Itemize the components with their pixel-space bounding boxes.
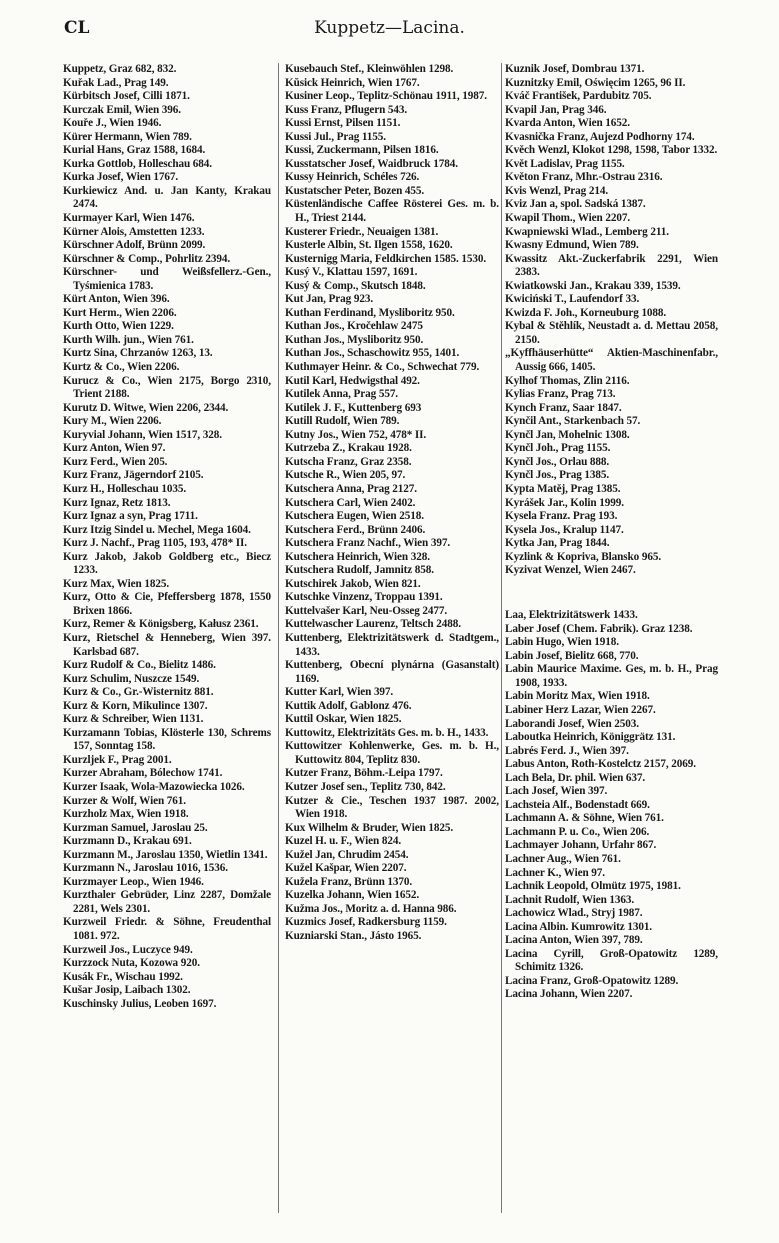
directory-entry: Kurz, Rietschel & Henneberg, Wien 397. Karlsbad 687.	[63, 631, 271, 658]
directory-entry: Květ Ladislav, Prag 1155.	[505, 157, 625, 170]
directory-entry: Lacina Johann, Wien 2207.	[505, 988, 633, 1001]
directory-entry: Kuttenberg, Elektrizitätswerk d. Stadtgem., 1433.	[285, 631, 499, 658]
directory-entry: Kurzmann M., Jaroslau 1350, Wietlin 1341.	[63, 848, 268, 861]
directory-entry: Kuthmayer Heinr. & Co., Schwechat 779.	[285, 361, 480, 374]
directory-entry: Kurz Ferd., Wien 205.	[63, 455, 168, 468]
directory-entry: Kuzniarski Stan., Jásto 1965.	[285, 930, 422, 942]
directory-entry: Kut Jan, Prag 923.	[285, 293, 374, 306]
directory-entry: Kužel Kašpar, Wien 2207.	[285, 862, 407, 875]
directory-entry: Kusterer Friedr., Neuaigen 1381.	[285, 225, 439, 238]
directory-entry: Kurtz Sina, Chrzanów 1263, 13.	[63, 347, 213, 360]
directory-entry: Laborandi Josef, Wien 2503.	[505, 717, 639, 730]
directory-entry: Kurzljek F., Prag 2001.	[63, 753, 172, 766]
directory-entry: Kuznik Josef, Dombrau 1371.	[505, 63, 645, 75]
directory-entry: Kurzman Samuel, Jaroslau 25.	[63, 821, 208, 834]
directory-entry: Kuttowitzer Kohlenwerke, Ges. m. b. H., Kuttowitz 804, Teplitz 830.	[285, 740, 499, 766]
directory-entry: Kustatscher Peter, Bozen 455.	[285, 184, 425, 197]
directory-entry: Kurth Otto, Wien 1229.	[63, 320, 174, 333]
directory-entry: Kylhof Thomas, Zlin 2116.	[505, 374, 630, 387]
directory-entry: Kutzer Josef sen., Teplitz 730, 842.	[285, 780, 446, 793]
directory-entry: Kusák Fr., Wischau 1992.	[63, 970, 183, 983]
directory-entry: Kuthan Ferdinand, Mysliboritz 950.	[285, 306, 455, 319]
directory-entry: Kylias Franz, Prag 713.	[505, 388, 616, 401]
directory-entry: Kurt Herm., Wien 2206.	[63, 306, 177, 319]
directory-entry: Kuznitzky Emil, Oświęcim 1265, 96 II.	[505, 76, 686, 89]
directory-entry: Kyrášek Jar., Kolin 1999.	[505, 496, 624, 509]
directory-entry: Kusiner Leop., Teplitz-Schönau 1911, 1987.	[285, 90, 487, 103]
directory-entry: Kurzzock Nuta, Kozowa 920.	[63, 957, 200, 970]
directory-entry: Lacina Anton, Wien 397, 789.	[505, 934, 643, 947]
directory-entry: Kutzer & Cie., Teschen 1937 1987. 2002, Wien 1918.	[285, 794, 499, 821]
directory-entry: Kyzlink & Kopriva, Blansko 965.	[505, 550, 662, 563]
directory-entry: Kutschera Ferd., Brünn 2406.	[285, 523, 426, 536]
page-header	[0, 18, 779, 44]
directory-entry: Lacina Albin. Kumrowitz 1301.	[505, 920, 653, 933]
directory-entry: Kuthan Jos., Schaschowitz 955, 1401.	[285, 347, 460, 360]
directory-entry: Kurzweil Friedr. & Söhne, Freudenthal 1081. 972.	[63, 916, 271, 942]
directory-entry: Kutschera Heinrich, Wien 328.	[285, 550, 430, 563]
directory-entry: Kurzamann Tobias, Klösterle 130, Schrems 157, Sonntag 158.	[63, 726, 271, 753]
directory-entry: Kvapil Jan, Prag 346.	[505, 103, 607, 116]
directory-entry: Kürbitsch Josef, Cilli 1871.	[63, 90, 190, 103]
directory-entry: Kuppetz, Graz 682, 832.	[63, 63, 177, 75]
directory-entry: Kurz Anton, Wien 97.	[63, 442, 166, 455]
directory-entry: Labin Hugo, Wien 1918.	[505, 636, 619, 649]
directory-entry: Kužma Jos., Moritz a. d. Hanna 986.	[285, 902, 457, 915]
directory-entry: Kwiatkowski Jan., Krakau 339, 1539.	[505, 279, 681, 292]
directory-entry: „Kyffhäuserhütte“ Aktien-Maschinenfabr., Aussig 666, 1405.	[505, 347, 718, 374]
directory-entry: Kvěch Wenzl, Klokot 1298, 1598, Tabor 1332.	[505, 144, 718, 157]
directory-entry: Kurczak Emil, Wien 396.	[63, 103, 181, 116]
directory-entry: Kussi, Zuckermann, Pilsen 1816.	[285, 144, 439, 157]
directory-entry: Lachsteia Alf., Bodenstadt 669.	[505, 798, 650, 811]
directory-entry: Kutschera Carl, Wien 2402.	[285, 496, 416, 509]
directory-entry: Kutschirek Jakob, Wien 821.	[285, 577, 421, 590]
directory-entry: Kuzelka Johann, Wien 1652.	[285, 889, 420, 902]
directory-entry: Kurz Ignaz, Retz 1813.	[63, 496, 171, 509]
directory-entry: Kynčil Ant., Starkenbach 57.	[505, 415, 641, 428]
directory-entry: Labus Anton, Roth-Kostelctz 2157, 2069.	[505, 758, 696, 771]
section-gap	[505, 589, 718, 598]
directory-entry: Kurz & Schreiber, Wien 1131.	[63, 713, 204, 726]
directory-entry: Kvasnička Franz, Aujezd Podhorny 174.	[505, 130, 695, 143]
directory-entry: Kurz H., Holleschau 1035.	[63, 482, 187, 495]
directory-entry: Kutschera Rudolf, Jamnitz 858.	[285, 564, 434, 577]
directory-entry: Kurka Josef, Wien 1767.	[63, 171, 179, 184]
directory-entry: Laa, Elektrizitätswerk 1433.	[505, 609, 638, 622]
directory-entry: Kusý V., Klattau 1597, 1691.	[285, 266, 418, 279]
directory-entry: Lachmann P. u. Co., Wien 206.	[505, 825, 650, 838]
directory-entry: Kurzmann N., Jaroslau 1016, 1536.	[63, 862, 228, 875]
directory-entry: Kutill Rudolf, Wien 789.	[285, 415, 400, 428]
directory-entry: Kuttelvašer Karl, Neu-Osseg 2477.	[285, 604, 448, 617]
directory-entry: Kuzmics Josef, Radkersburg 1159.	[285, 916, 447, 929]
directory-entry: Kürschner- und Weißsfellerz.-Gen., Tyśmienica 1783.	[63, 266, 271, 292]
directory-entry: Lachnik Leopold, Olmütz 1975, 1981.	[505, 880, 681, 893]
directory-entry: Kuttik Adolf, Gablonz 476.	[285, 699, 412, 712]
directory-entry: Kutschke Vinzenz, Troppau 1391.	[285, 591, 443, 604]
directory-entry: Kurz Jakob, Jakob Goldberg etc., Biecz 1233.	[63, 550, 271, 577]
directory-entry: Kvis Wenzl, Prag 214.	[505, 184, 609, 197]
directory-entry: Kuthan Jos., Kročehlaw 2475	[285, 320, 423, 333]
directory-entry: Kutzer Franz, Böhm.-Leipa 1797.	[285, 767, 443, 780]
directory-entry: Kusý & Comp., Skutsch 1848.	[285, 279, 426, 292]
directory-entry: Kybal & Stěhlík, Neustadt a. d. Mettau 2058, 2150.	[505, 320, 718, 346]
directory-entry: Kurz, Otto & Cie, Pfeffersberg 1878, 1550 Brixen 1866.	[63, 591, 271, 617]
directory-entry: Kutilek J. F., Kuttenberg 693	[285, 401, 422, 414]
directory-entry: Kussi Ernst, Pilsen 1151.	[285, 117, 401, 130]
directory-entry: Kutschera Franz Nachf., Wien 397.	[285, 537, 451, 550]
directory-entry: Kurzthaler Gebrüder, Linz 2287, Domžale 2281, Wels 2301.	[63, 889, 271, 915]
directory-entry: Kvarda Anton, Wien 1652.	[505, 117, 630, 130]
directory-entry: Kušar Josip, Laibach 1302.	[63, 984, 191, 997]
column-divider	[278, 63, 279, 1213]
directory-entry: Kurzholz Max, Wien 1918.	[63, 808, 189, 821]
directory-entry: Lacina Cyrill, Groß-Opatowitz 1289, Schimitz 1326.	[505, 947, 718, 974]
directory-entry: Kuthan Jos., Mysliboritz 950.	[285, 333, 424, 346]
directory-entry: Kuttelwascher Laurenz, Teltsch 2488.	[285, 618, 461, 631]
directory-entry: Labin Maurice Maxime. Ges, m. b. H., Prag 1908, 1933.	[505, 663, 718, 689]
directory-entry: Kurz, Remer & Königsberg, Kałusz 2361.	[63, 618, 259, 631]
directory-entry: Kuttenberg, Obecní plynárna (Gasanstalt) 1169.	[285, 659, 499, 685]
directory-entry: Kutny Jos., Wien 752, 478* II.	[285, 428, 427, 441]
directory-entry: Kouře J., Wien 1946.	[63, 117, 162, 130]
directory-entry: Kváč František, Pardubitz 705.	[505, 90, 652, 103]
directory-entry: Lachner K., Wien 97.	[505, 866, 605, 879]
directory-entry: Kysela Franz. Prag 193.	[505, 510, 618, 523]
directory-entry: Labin Moritz Max, Wien 1918.	[505, 690, 650, 703]
directory-entry: Kwasny Edmund, Wien 789.	[505, 239, 639, 252]
running-title: Kuppetz—Lacina.	[314, 18, 465, 38]
directory-entry: Kurzmayer Leop., Wien 1946.	[63, 875, 204, 888]
directory-entry: Kuřak Lad., Prag 149.	[63, 76, 169, 89]
directory-entry: Kwizda F. Joh., Korneuburg 1088.	[505, 306, 667, 319]
directory-entry: Kürt Anton, Wien 396.	[63, 293, 170, 306]
directory-entry: Kynčl Joh., Prag 1155.	[505, 442, 611, 455]
directory-entry: Kynch Franz, Saar 1847.	[505, 401, 622, 414]
directory-entry: Květon Franz, Mhr.-Ostrau 2316.	[505, 171, 663, 184]
directory-entry: Lach Bela, Dr. phil. Wien 637.	[505, 771, 646, 784]
directory-entry: Kux Wilhelm & Bruder, Wien 1825.	[285, 821, 454, 834]
page-number: CL	[64, 18, 90, 38]
directory-entry: Kytka Jan, Prag 1844.	[505, 537, 610, 550]
directory-entry: Lachmayer Johann, Urfahr 867.	[505, 839, 657, 852]
directory-entry: Kurmayer Karl, Wien 1476.	[63, 212, 195, 225]
directory-entry: Kurz & Korn, Mikulince 1307.	[63, 699, 208, 712]
directory-entry: Kutscha Franz, Graz 2358.	[285, 455, 412, 468]
directory-entry: Kynčl Jos., Prag 1385.	[505, 469, 610, 482]
directory-entry: Kurz Itzig Sindel u. Mechel, Mega 1604.	[63, 523, 251, 536]
directory-entry: Laber Josef (Chem. Fabrik). Graz 1238.	[505, 622, 693, 635]
directory-entry: Kutil Karl, Hedwigsthal 492.	[285, 374, 420, 387]
directory-entry: Kwiciński T., Laufendorf 33.	[505, 293, 640, 306]
directory-entry: Kurkiewicz And. u. Jan Kanty, Krakau 2474.	[63, 184, 271, 211]
directory-entry: Kuzel H. u. F., Wien 824.	[285, 835, 402, 848]
directory-entry: Kutilek Anna, Prag 557.	[285, 388, 399, 401]
directory-entry: Kury M., Wien 2206.	[63, 415, 162, 428]
directory-entry: Kypta Matěj, Prag 1385.	[505, 482, 621, 495]
column-2	[285, 63, 499, 1213]
directory-entry: Lach Josef, Wien 397.	[505, 785, 608, 798]
directory-entry: Kurzer & Wolf, Wien 761.	[63, 794, 186, 807]
directory-entry: Kurucz & Co., Wien 2175, Borgo 2310, Trient 2188.	[63, 374, 271, 401]
directory-entry: Labrés Ferd. J., Wien 397.	[505, 744, 629, 757]
directory-entry: Lachner Aug., Wien 761.	[505, 853, 621, 865]
directory-entry: Kuss Franz, Pflugern 543.	[285, 103, 408, 116]
directory-entry: Kŭsick Heinrich, Wien 1767.	[285, 76, 420, 89]
directory-entry: Kusebauch Stef., Kleinwöhlen 1298.	[285, 63, 454, 75]
directory-entry: Kysela Jos., Kralup 1147.	[505, 523, 624, 536]
directory-entry: Kuttowitz, Elektrizitäts Ges. m. b. H., 1433.	[285, 726, 489, 739]
directory-entry: Kürner Alois, Amstetten 1233.	[63, 225, 205, 238]
directory-entry: Kyzivat Wenzel, Wien 2467.	[505, 564, 636, 577]
directory-entry: Kurth Wilh. jun., Wien 761.	[63, 333, 194, 346]
directory-entry: Kürschner Adolf, Brünn 2099.	[63, 239, 206, 252]
directory-entry: Kurz & Co., Gr.-Wisternitz 881.	[63, 686, 214, 699]
directory-entry: Kutsche R., Wien 205, 97.	[285, 469, 406, 482]
directory-entry: Kurutz D. Witwe, Wien 2206, 2344.	[63, 401, 229, 414]
column-divider	[501, 63, 502, 1213]
directory-entry: Lacina Franz, Groß-Opatowitz 1289.	[505, 974, 679, 987]
directory-entry: Kurz Max, Wien 1825.	[63, 577, 170, 590]
directory-entry: Kuttil Oskar, Wien 1825.	[285, 713, 402, 726]
column-3	[505, 63, 718, 1213]
directory-entry: Kusternigg Maria, Feldkirchen 1585. 1530.	[285, 252, 487, 265]
directory-entry: Kynčl Jos., Orlau 888.	[505, 455, 610, 468]
directory-entry: Kürer Hermann, Wien 789.	[63, 130, 192, 143]
directory-entry: Kurzer Abraham, Bólechow 1741.	[63, 767, 223, 780]
directory-entry: Kurial Hans, Graz 1588, 1684.	[63, 144, 206, 157]
directory-entry: Kužel Jan, Chrudim 2454.	[285, 848, 409, 861]
directory-entry: Kurz Schulim, Nuszcze 1549.	[63, 672, 200, 685]
directory-entry: Kusstatscher Josef, Waidbruck 1784.	[285, 157, 458, 170]
directory-entry: Kutschera Eugen, Wien 2518.	[285, 510, 424, 523]
directory-entry: Kwapniewski Wlad., Lemberg 211.	[505, 225, 669, 238]
directory-entry: Kviz Jan a, spol. Sadská 1387.	[505, 198, 646, 211]
directory-entry: Kurka Gottlob, Holleschau 684.	[63, 157, 212, 170]
directory-entry: Labiner Herz Lazar, Wien 2267.	[505, 703, 656, 716]
directory-entry: Kuschinsky Julius, Leoben 1697.	[63, 997, 217, 1010]
directory-entry: Kusterle Albin, St. Ilgen 1558, 1620.	[285, 239, 453, 252]
directory-entry: Kurz J. Nachf., Prag 1105, 193, 478* II.	[63, 537, 248, 550]
directory-entry: Kurzweil Jos., Luczyce 949.	[63, 943, 193, 956]
directory-entry: Kussi Jul., Prag 1155.	[285, 130, 386, 143]
directory-entry: Kurzmann D., Krakau 691.	[63, 835, 192, 848]
directory-entry: Kurz Franz, Jägerndorf 2105.	[63, 469, 204, 482]
column-1	[63, 63, 271, 1213]
entry-columns	[63, 63, 718, 1233]
directory-entry: Kutrzeba Z., Krakau 1928.	[285, 442, 412, 455]
directory-entry: Lachowicz Wlad., Stryj 1987.	[505, 907, 643, 920]
directory-entry: Lachmann A. & Söhne, Wien 761.	[505, 812, 664, 825]
directory-entry: Küstenländische Caffee Rösterei Ges. m. b. H., Triest 2144.	[285, 198, 499, 225]
directory-entry: Kynčl Jan, Mohelnic 1308.	[505, 428, 630, 441]
directory-entry: Kwassitz Akt.-Zuckerfabrik 2291, Wien 2383.	[505, 252, 718, 279]
directory-entry: Kurtz & Co., Wien 2206.	[63, 361, 180, 374]
directory-entry: Kužela Franz, Brünn 1370.	[285, 875, 413, 888]
directory-entry: Kurz Ignaz a syn, Prag 1711.	[63, 510, 198, 523]
directory-entry: Kurz Rudolf & Co., Bielitz 1486.	[63, 659, 216, 672]
directory-entry: Laboutka Heinrich, Königgrätz 131.	[505, 731, 676, 744]
directory-entry: Kutschera Anna, Prag 2127.	[285, 482, 417, 495]
directory-entry: Labin Josef, Bielitz 668, 770.	[505, 649, 639, 662]
directory-entry: Kussy Heinrich, Schéles 726.	[285, 171, 420, 184]
directory-entry: Kwapil Thom., Wien 2207.	[505, 212, 631, 225]
directory-entry: Kuryvial Johann, Wien 1517, 328.	[63, 428, 222, 441]
directory-entry: Kürschner & Comp., Pohrlitz 2394.	[63, 252, 231, 265]
directory-entry: Kutter Karl, Wien 397.	[285, 686, 394, 699]
directory-entry: Lachnit Rudolf, Wien 1363.	[505, 893, 635, 906]
directory-entry: Kurzer Isaak, Wola-Mazowiecka 1026.	[63, 780, 245, 793]
